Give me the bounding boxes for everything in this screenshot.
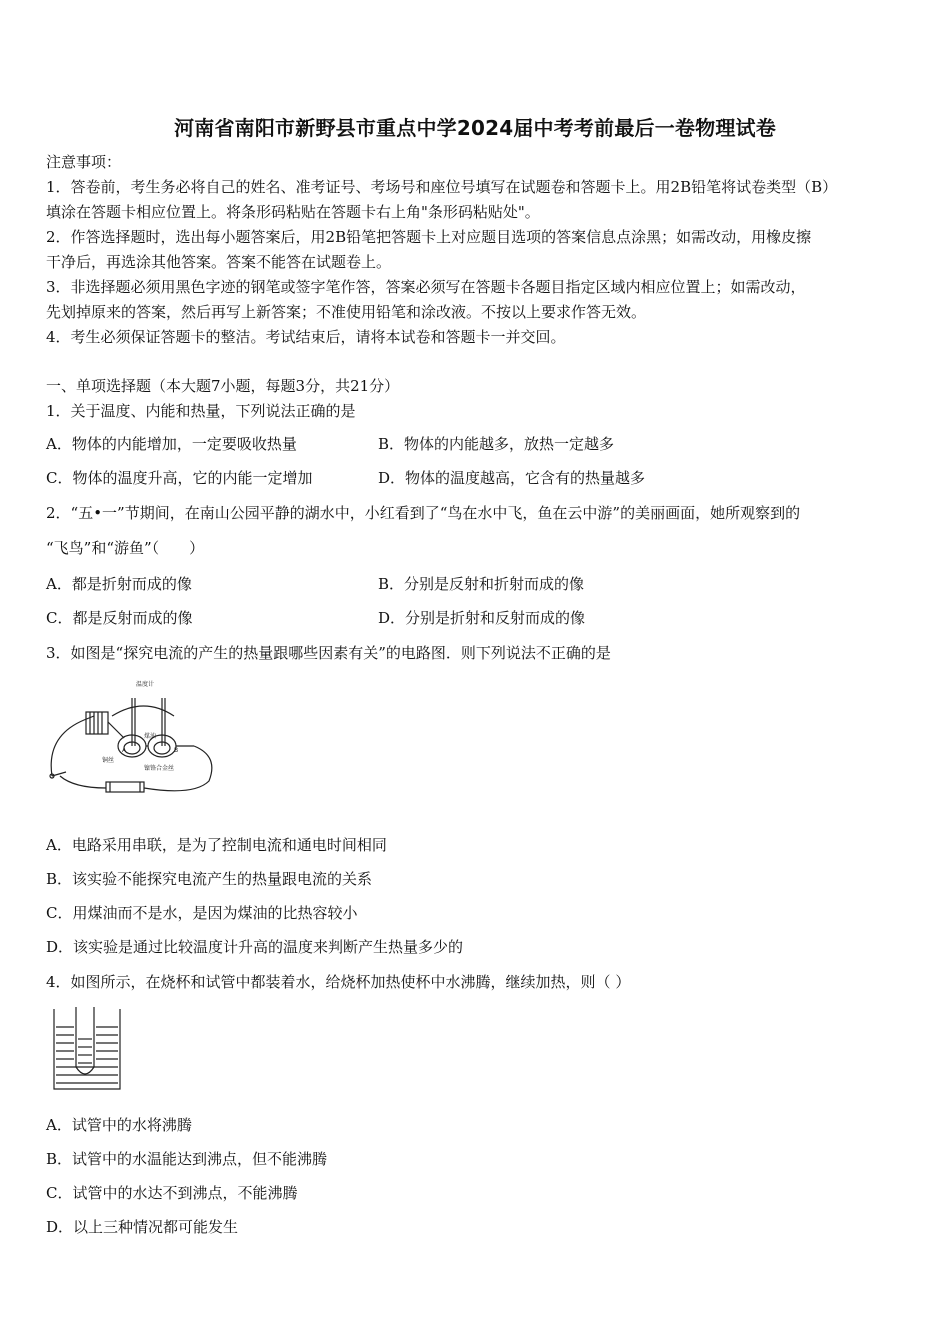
q2-option-a: A．都是折射而成的像	[46, 575, 192, 593]
notice-line: 干净后，再选涂其他答案。答案不能答在试题卷上。	[46, 253, 392, 271]
label-copper: 铜丝	[102, 757, 115, 764]
notice-line: 4．考生必须保证答题卡的整洁。考试结束后，请将本试卷和答题卡一并交回。	[46, 328, 566, 346]
q2-stem-cont: “飞鸟”和“游鱼”（ ）	[46, 539, 205, 557]
label-kerosene: 煤油	[144, 733, 157, 740]
q4-option-b: B．试管中的水温能达到沸点，但不能沸腾	[46, 1150, 328, 1168]
notice-heading: 注意事项：	[46, 153, 122, 171]
label-a: A	[122, 747, 127, 754]
q1-stem: 1．关于温度、内能和热量，下列说法正确的是	[46, 402, 356, 420]
q3-option-d: D．该实验是通过比较温度计升高的温度来判断产生热量多少的	[46, 938, 464, 956]
q1-option-a: A．物体的内能增加，一定要吸收热量	[46, 435, 297, 453]
exam-title: 河南省南阳市新野县市重点中学2024届中考考前最后一卷物理试卷	[174, 116, 776, 140]
q1-option-c: C．物体的温度升高，它的内能一定增加	[46, 469, 313, 487]
circuit-diagram	[44, 676, 219, 800]
label-nichrome: 镍铬合金丝	[144, 765, 175, 772]
q4-stem: 4．如图所示，在烧杯和试管中都装着水，给烧杯加热使杯中水沸腾，继续加热，则（ ）	[46, 973, 631, 991]
q4-option-a: A．试管中的水将沸腾	[46, 1116, 192, 1134]
q1-option-d: D．物体的温度越高，它含有的热量越多	[378, 469, 646, 487]
label-b: B	[174, 747, 179, 754]
q4-option-c: C．试管中的水达不到沸点，不能沸腾	[46, 1184, 298, 1202]
notice-line: 2．作答选择题时，选出每小题答案后，用2B铅笔把答题卡上对应题目选项的答案信息点涂黑；如需改动，用橡皮擦	[46, 228, 812, 246]
q3-option-a: A．电路采用串联，是为了控制电流和通电时间相同	[46, 836, 387, 854]
q2-option-b: B．分别是反射和折射而成的像	[378, 575, 585, 593]
section-heading: 一、单项选择题（本大题7小题，每题3分，共21分）	[46, 377, 400, 395]
q4-option-d: D．以上三种情况都可能发生	[46, 1218, 239, 1236]
q2-option-d: D．分别是折射和反射而成的像	[378, 609, 586, 627]
notice-line: 先划掉原来的答案，然后再写上新答案；不准使用铅笔和涂改液。不按以上要求作答无效。	[46, 303, 647, 321]
q3-option-b: B．该实验不能探究电流产生的热量跟电流的关系	[46, 870, 373, 888]
label-thermometer: 温度计	[136, 681, 155, 688]
q3-option-c: C．用煤油而不是水，是因为煤油的比热容较小	[46, 904, 358, 922]
beaker-test-tube-diagram	[50, 1005, 124, 1091]
q2-stem: 2．“五•一”节期间，在南山公园平静的湖水中，小红看到了“鸟在水中飞，鱼在云中游”的美丽画面，她所观察到的	[46, 504, 801, 522]
q1-option-b: B．物体的内能越多，放热一定越多	[378, 435, 615, 453]
q3-stem: 3．如图是“探究电流的产生的热量跟哪些因素有关”的电路图．则下列说法不正确的是	[46, 644, 611, 662]
notice-line: 3．非选择题必须用黑色字迹的钢笔或签字笔作答，答案必须写在答题卡各题目指定区域内相应位置上；如需改动，	[46, 278, 806, 296]
q2-option-c: C．都是反射而成的像	[46, 609, 193, 627]
notice-line: 填涂在答题卡相应位置上。将条形码粘贴在答题卡右上角"条形码粘贴处"。	[46, 203, 540, 221]
notice-line: 1．答卷前，考生务必将自己的姓名、准考证号、考场号和座位号填写在试题卷和答题卡上。用2B铅笔将试卷类型（B）	[46, 178, 838, 196]
